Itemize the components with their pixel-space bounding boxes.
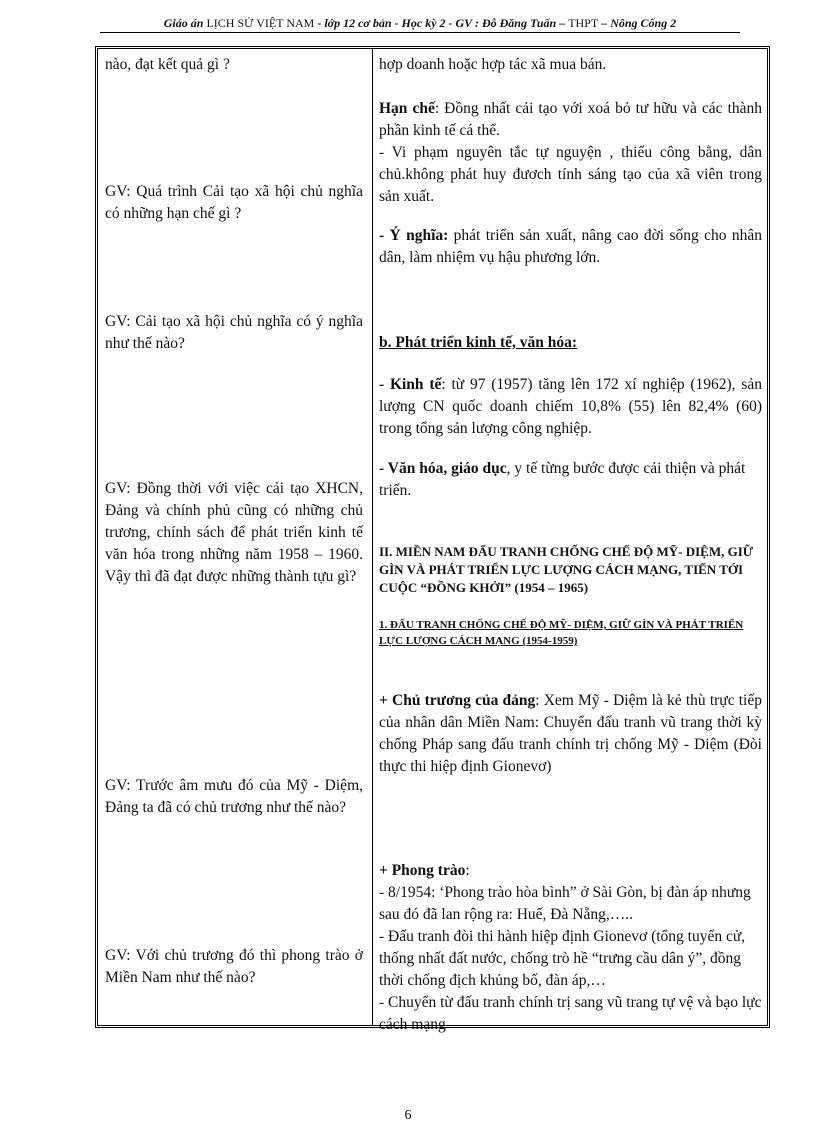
- page-header: [100, 16, 740, 33]
- kinh-te-label: - Kinh tế: [379, 376, 442, 393]
- y-nghia-label: - Ý nghĩa:: [379, 227, 449, 244]
- right-han-che: [379, 98, 762, 142]
- section-ii-heading: II. MIỀN NAM ĐẤU TRANH CHỐNG CHẾ ĐỘ MỸ- DIỆM, GIỮ GÌN VÀ PHÁT TRIỂN LỰC LƯỢNG CÁCH MẠNG, TIẾN TỚI CUỘC “ĐỒNG KHỞI” (1954 – 1965): [379, 544, 754, 595]
- right-van-hoa: [379, 458, 762, 502]
- phong-trao-item-3: - Chuyển từ đấu tranh chính trị sang vũ trang tự vệ và bạo lực cách mạng: [379, 994, 762, 1033]
- left-question-2: GV: Cải tạo xã hội chủ nghĩa có ý nghĩa như thế nào?: [105, 313, 363, 352]
- phong-trao-item-1: - 8/1954: ‘Phong trào hòa bình” ở Sài Gòn, bị đàn áp nhưng sau đó đã lan rộng ra: Huế, Đà Nẵng,…..: [379, 884, 751, 923]
- kinh-te-text: : từ 97 (1957) tăng lên 172 xí nghiệp (1962), sản lượng CN quốc doanh chiếm 10,8% (55) lên 82,4% (60) trong tổng sản lượng công nghiệp.: [379, 376, 762, 437]
- section-1-heading: 1. ĐẤU TRANH CHỐNG CHẾ ĐỘ MỸ- DIỆM, GIỮ GÌN VÀ PHÁT TRIỂN LỰC LƯỢNG CÁCH MẠNG (1954-1959): [379, 619, 744, 647]
- left-question-1: GV: Quá trình Cải tạo xã hội chủ nghĩa có những hạn chế gì ?: [105, 183, 363, 222]
- header-part5: – Nông Cống 2: [598, 16, 677, 30]
- right-phong-trao: [379, 860, 762, 882]
- chu-truong-text: : Xem Mỹ - Diệm là kẻ thù trực tiếp của nhân dân Miền Nam: Chuyển đấu tranh vũ trang thời kỳ chống Pháp sang đấu tranh chính trị chống Mỹ - Diệm (Đòi thực thi hiệp định Gionevơ): [379, 692, 762, 775]
- header-part1: Giáo án: [163, 16, 207, 30]
- van-hoa-label: - Văn hóa, giáo dục: [379, 460, 507, 477]
- left-question-5: GV: Với chủ trương đó thì phong trào ở Miền Nam như thế nào?: [105, 947, 363, 986]
- van-hoa-text: , y tế từng bước được cải thiện và phát triển.: [379, 460, 746, 499]
- right-kinh-te: [379, 374, 762, 440]
- phong-trao-label: + Phong trào: [379, 862, 466, 879]
- phong-trao-list: [379, 882, 762, 1036]
- left-question-3: GV: Đồng thời với việc cải tạo XHCN, Đảng và chính phủ cũng có những chủ trương, chính sách để phát triển kinh tế văn hóa trong những năm 1958 – 1960. Vậy thì đã đạt được những thành tựu gì?: [105, 480, 363, 585]
- lesson-table: [95, 46, 770, 1033]
- chu-truong-label: + Chủ trương của đảng: [379, 692, 536, 709]
- han-che-text: : Đồng nhất cải tạo với xoá bỏ tư hữu và các thành phần kinh tế cá thể.: [379, 100, 763, 139]
- page-number: 6: [404, 1108, 412, 1123]
- phong-trao-colon: :: [465, 862, 470, 879]
- right-chu-truong: [379, 690, 762, 778]
- section-b-heading: b. Phát triển kinh tế, văn hóa:: [379, 334, 578, 351]
- header-part3: - lớp 12 cơ bản - Học kỳ 2 - GV : Đỗ Đăng Tuấn –: [314, 16, 569, 30]
- right-y-nghia: [379, 225, 762, 269]
- left-question-4: GV: Trước âm mưu đó của Mỹ - Diệm, Đảng ta đã có chủ trương như thế nào?: [105, 777, 363, 816]
- column-divider: [372, 49, 373, 1025]
- header-subject: LỊCH SỬ VIỆT NAM: [206, 16, 315, 30]
- y-nghia-text: phát triển sản xuất, nâng cao đời sống cho nhân dân, làm nhiệm vụ hậu phương lớn.: [379, 227, 762, 266]
- left-question-0: nào, đạt kết quả gì ?: [105, 56, 230, 73]
- right-r0: hợp doanh hoặc hợp tác xã mua bán.: [379, 56, 607, 73]
- header-school-type: THPT: [568, 16, 599, 30]
- han-che-label: Hạn chế: [379, 100, 435, 117]
- right-han-che-2: - Vi phạm nguyên tắc tự nguyện , thiếu công bằng, dân chủ.không phát huy đươch tính sáng tạo của xã viên trong sản xuất.: [379, 144, 762, 205]
- phong-trao-item-2: - Đấu tranh đòi thi hành hiệp định Gionevơ (tổng tuyển cử, thống nhất đất nước, chống trò hề “trưng cầu dân ý”, đồng thời chống địch khủng bố, đàn áp,…: [379, 928, 746, 989]
